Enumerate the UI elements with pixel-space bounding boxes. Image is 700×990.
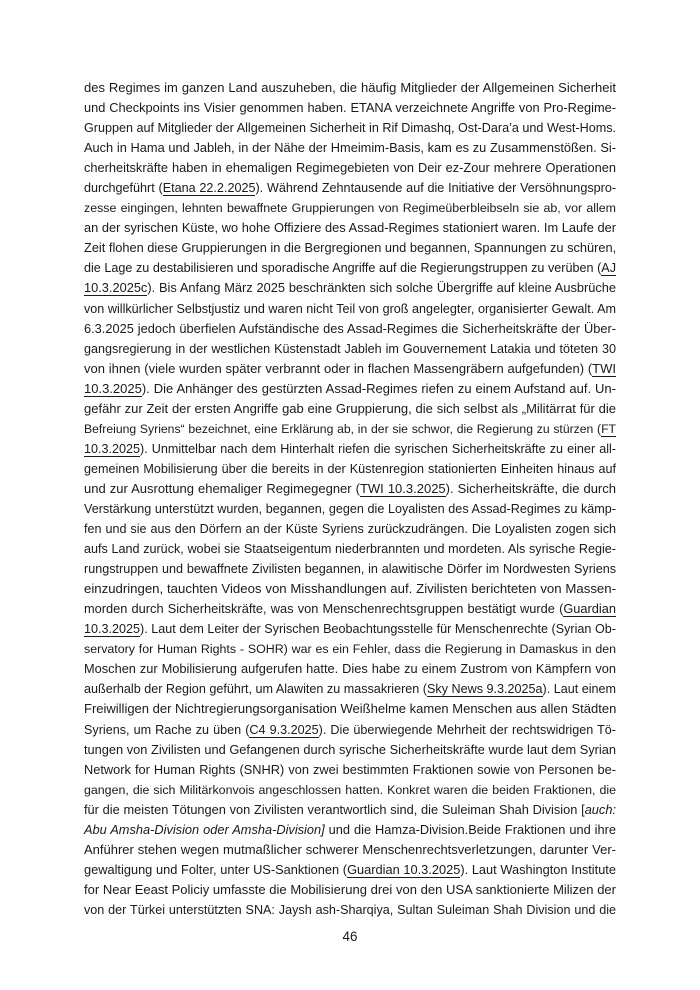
text-line xyxy=(84,299,616,319)
text-line xyxy=(84,238,616,258)
text-segment: ). Laut dem Leiter der Syrischen Beobachtungsstelle für Menschenrechte (Syrian Ob- xyxy=(140,622,616,637)
text-segment: gemeinen Mobilisierung über die bereits in der Küstenregion stationierten Einheiten hinaus auf xyxy=(84,461,616,476)
text-segment: Freiwilligen der Nichtregierungsorganisation Weißhelme kamen Menschen aus allen Städten xyxy=(84,701,617,717)
citation-link[interactable]: Guardian 10.3.2025 xyxy=(347,861,461,877)
text-line xyxy=(84,499,616,519)
text-segment: Befreiung Syriens“ bezeichnet, eine Erklärung ab, in der sie schwor, die Regierung zu stürzen ( xyxy=(84,421,602,436)
citation-link[interactable]: 10.3.2025c xyxy=(84,280,148,296)
text-line xyxy=(84,98,616,118)
text-line xyxy=(84,78,616,98)
citation-link[interactable]: Guardian xyxy=(563,601,616,617)
citation-link[interactable]: C4 9.3.2025 xyxy=(249,722,319,737)
text-line xyxy=(84,619,616,639)
text-segment: gangsregierung in der westlichen Küstenstadt Jableh im Gouvernement Latakia und töteten 30 xyxy=(84,341,616,356)
citation-link[interactable]: FT xyxy=(601,421,616,436)
text-segment: ). Während Zehntausende auf die Initiative der Versöhnungspro- xyxy=(255,181,617,196)
text-segment: Syriens, um Rache zu üben ( xyxy=(84,722,250,737)
text-segment: an der syrischen Küste, wo hohe Offiziere des Assad-Regimes stationiert waren. Im Laufe der xyxy=(84,220,616,236)
text-segment: Auch in Hama und Jableh, in der Nähe der Hmeimim-Basis, kam es zu Zusammenstößen. Si- xyxy=(84,140,616,156)
text-line xyxy=(84,459,616,479)
text-segment: morden durch Sicherheitskräfte, was von Menschenrechtsgruppen bestätigt wurde ( xyxy=(84,601,564,617)
text-segment: ). Bis Anfang März 2025 beschränkten sich solche Übergriffe auf kleine Ausbrüche xyxy=(147,280,616,296)
text-line xyxy=(84,519,616,539)
text-segment: gangen, die sich Militärkonvois angeschlossen hatten. Konkret waren die beiden Fraktionen, die xyxy=(84,782,616,797)
text-line xyxy=(84,639,616,659)
text-line xyxy=(84,900,616,920)
text-segment: und Checkpoints ins Visier genommen haben. ETANA verzeichnete Angriffe von Pro-Regime- xyxy=(84,100,616,116)
text-line xyxy=(84,760,616,780)
text-line xyxy=(84,720,616,740)
text-segment: Verstärkung unterstützt wurden, begannen, gegen die Loyalisten des Assad-Regimes zu kämp- xyxy=(84,501,616,516)
text-line xyxy=(84,379,616,399)
text-line xyxy=(84,800,616,820)
text-segment: einzudringen, tauchten Videos von Misshandlungen auf. Zivilisten berichteten von Massen- xyxy=(84,581,616,597)
text-segment: ). Laut einem xyxy=(542,682,617,697)
text-line xyxy=(84,278,616,298)
text-segment: von ihnen (viele wurden später verbrannt oder in flachen Massengräbern aufgefunden) ( xyxy=(84,360,593,376)
text-line xyxy=(84,559,616,579)
citation-link[interactable]: 10.3.2025 xyxy=(84,622,141,637)
text-line xyxy=(84,319,616,339)
text-segment: Zeit flohen diese Gruppierungen in die Bergregionen und begannen, Spannungen zu schüren, xyxy=(84,240,617,256)
text-segment: Network for Human Rights (SNHR) von zwei bestimmten Fraktionen sowie von Personen be- xyxy=(84,761,616,777)
text-line xyxy=(84,138,616,158)
text-segment: und die Hamza-Division.Beide Fraktionen und ihre xyxy=(324,821,617,837)
text-segment: 6.3.2025 jedoch überfielen Aufständische des Assad-Regimes die Sicherheitskräfte der Über- xyxy=(84,320,616,336)
text-segment: ). Sicherheitskräfte, die durch xyxy=(445,480,616,496)
text-segment: ). Unmittelbar nach dem Hinterhalt riefen die syrischen Sicherheitskräfte zu einer all- xyxy=(140,441,616,456)
text-line xyxy=(84,218,616,238)
text-segment: aufs Land zurück, wobei sie Staatseigentum niederbrannten und mordeten. Als syrische Regie- xyxy=(84,542,616,557)
text-segment: und zur Ausrottung ehemaliger Regimegegner ( xyxy=(84,480,360,496)
citation-link[interactable]: AJ xyxy=(601,261,616,276)
text-segment: for Near Eeast Policiy umfasste die Mobilisierung drei von den USA sanktionierte Milizen der xyxy=(84,881,616,897)
text-line xyxy=(84,659,616,679)
text-line xyxy=(84,419,616,439)
text-line xyxy=(84,599,616,619)
text-line xyxy=(84,178,616,198)
text-segment: gefähr zur Zeit der ersten Angriffe gab eine Gruppierung, die sich selbst als „Militärrat für die xyxy=(84,400,616,416)
text-segment: des Regimes im ganzen Land auszuheben, die häufig Mitglieder der Allgemeinen Sicherheit xyxy=(84,80,616,95)
text-line xyxy=(84,339,616,359)
citation-link[interactable]: 10.3.2025 xyxy=(84,441,141,456)
citation-link[interactable]: Sky News 9.3.2025a xyxy=(427,682,543,697)
text-segment: durchgeführt ( xyxy=(84,181,163,196)
italic-text: Abu Amsha-Division oder Amsha-Division] xyxy=(84,821,325,837)
text-segment: ). Laut Washington Institute xyxy=(460,861,616,877)
text-segment: Moschen zur Mobilisierung aufgerufen hatte. Dies habe zu einem Zustrom von Kämpfern von xyxy=(84,661,616,677)
text-segment: von willkürlicher Selbstjustiz und waren nicht Teil von groß angelegter, organisierter Gewalt. Am xyxy=(84,301,616,316)
citation-link[interactable]: 10.3.2025 xyxy=(84,380,142,396)
text-segment: rungstruppen und bewaffnete Zivilisten begannen, in alawitische Dörfer im Nordwesten Syriens xyxy=(84,562,616,577)
text-line xyxy=(84,118,616,138)
text-line xyxy=(84,860,616,880)
text-segment: für die meisten Tötungen von Zivilisten verantwortlich sind, die Suleiman Shah Division [ xyxy=(84,801,585,817)
text-line xyxy=(84,780,616,800)
citation-link[interactable]: TWI xyxy=(592,360,616,376)
text-line xyxy=(84,359,616,379)
text-segment: von der Türkei unterstützten SNA: Jaysh ash-Sharqiya, Sultan Suleiman Shah Division und die xyxy=(84,902,616,917)
text-line xyxy=(84,740,616,760)
body-text xyxy=(84,78,616,920)
text-line xyxy=(84,479,616,499)
text-line xyxy=(84,258,616,278)
text-line xyxy=(84,198,616,218)
text-line xyxy=(84,840,616,860)
text-segment: Gruppen auf Mitglieder der Allgemeinen Sicherheit in Rif Dimashq, Ost-Dara’a und West-Homs. xyxy=(84,121,616,136)
text-segment: cherheitskräfte haben in ehemaligen Regimegebieten von Deir ez-Zour mehrere Operationen xyxy=(84,160,616,176)
text-segment: servatory for Human Rights - SOHR) war es ein Fehler, dass die Regierung in Damaskus in den xyxy=(84,642,616,657)
text-segment: außerhalb der Region geführt, um Alawiten zu massakrieren ( xyxy=(84,682,428,697)
text-line xyxy=(84,679,616,699)
citation-link[interactable]: TWI 10.3.2025 xyxy=(359,480,446,496)
text-segment: Anführer stehen wegen mutmaßlicher schwerer Menschenrechtsverletzungen, darunter Ver- xyxy=(84,841,616,857)
text-segment: die Lage zu destabilisieren und sporadische Angriffe auf die Regierungstruppen zu verüben ( xyxy=(84,261,602,276)
text-segment: ). Die überwiegende Mehrheit der rechtswidrigen Tö- xyxy=(318,722,617,737)
text-line xyxy=(84,399,616,419)
citation-link[interactable]: Etana 22.2.2025 xyxy=(162,181,256,196)
text-segment: gewaltigung und Folter, unter US-Sanktionen ( xyxy=(84,861,348,877)
text-segment: ). Die Anhänger des gestürzten Assad-Regimes riefen zu einem Aufstand auf. Un- xyxy=(141,380,616,396)
text-line xyxy=(84,539,616,559)
text-line xyxy=(84,880,616,900)
page-number: 46 xyxy=(342,929,358,944)
text-line xyxy=(84,439,616,459)
text-segment: zesse eingingen, lehnten bewaffnete Gruppierungen von Regimeüberbleibseln sie ab, vor allem xyxy=(84,201,616,216)
text-segment: tungen von Zivilisten und Gefangenen durch syrische Sicherheitskräfte wurde laut dem Syrian xyxy=(84,741,616,757)
italic-text: auch: xyxy=(584,801,616,817)
text-segment: fen und sie aus den Dörfern an der Küste Syriens zurückzudrängen. Die Loyalisten zogen sich xyxy=(84,522,616,537)
text-line xyxy=(84,820,616,840)
text-line xyxy=(84,579,616,599)
text-line xyxy=(84,158,616,178)
text-line xyxy=(84,699,616,719)
